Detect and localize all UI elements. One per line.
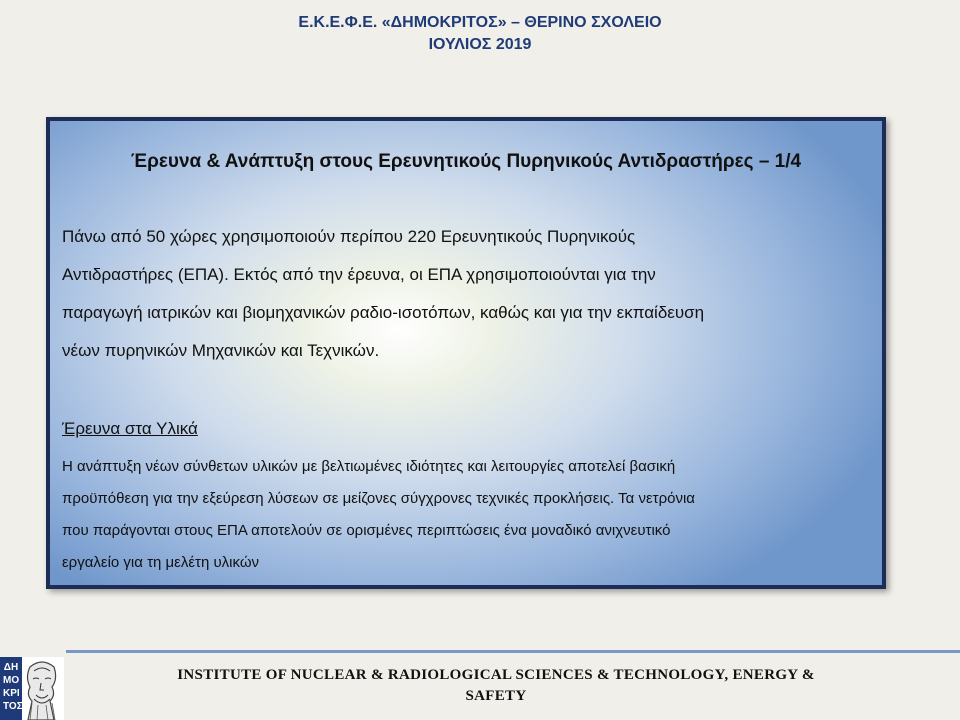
body-line: εργαλείο για τη μελέτη υλικών [62, 554, 260, 571]
bust-icon [22, 657, 64, 720]
intro-paragraph [62, 218, 872, 370]
slide-header [0, 12, 960, 56]
body-line: προϋπόθεση για την εξεύρεση λύσεων σε μείζονες σύγχρονες τεχνικές προκλήσεις. Τα νετρόνια [62, 490, 695, 507]
body-line: Η ανάπτυξη νέων σύνθετων υλικών με βελτιωμένες ιδιότητες και λειτουργίες αποτελεί βασική [62, 458, 676, 475]
footer-institute-name [66, 665, 926, 707]
slide-title: Έρευνα & Ανάπτυξη στους Ερευνητικούς Πυρηνικούς Αντιδραστήρες – 1/4 [130, 151, 802, 172]
body-line: που παράγονται στους ΕΠΑ αποτελούν σε ορισμένες περιπτώσεις ένα μοναδικό ανιχνευτικό [62, 522, 671, 539]
intro-line: Αντιδραστήρες (ΕΠΑ). Εκτός από την έρευνα, οι ΕΠΑ χρησιμοποιούνται για την [62, 265, 656, 284]
footer-line-1: INSTITUTE OF NUCLEAR & RADIOLOGICAL SCIENCES & TECHNOLOGY, ENERGY & [177, 667, 815, 683]
header-line-2: ΙΟΥΛΙΟΣ 2019 [428, 36, 532, 53]
intro-line: νέων πυρηνικών Μηχανικών και Τεχνικών. [62, 341, 380, 360]
logo-letter-group: ΚΡΙ [3, 688, 20, 699]
logo-strip [0, 657, 22, 720]
footer-divider [66, 650, 960, 653]
intro-line: Πάνω από 50 χώρες χρησιμοποιούν περίπου 220 Ερευνητικούς Πυρηνικούς [62, 227, 636, 246]
logo-letters [3, 661, 23, 713]
logo-letter-group: ΔΗ [3, 662, 19, 673]
logo-letter-group: ΤΟΣ [3, 701, 23, 712]
subheading: Έρευνα στα Υλικά [62, 419, 198, 438]
body-paragraph [62, 451, 872, 579]
logo-letter-group: ΜΟ [3, 675, 20, 686]
header-line-1: Ε.Κ.Ε.Φ.Ε. «ΔΗΜΟΚΡΙΤΟΣ» – ΘΕΡΙΝΟ ΣΧΟΛΕΙΟ [298, 14, 662, 31]
intro-line: παραγωγή ιατρικών και βιομηχανικών ραδιο-ισοτόπων, καθώς και για την εκπαίδευση [62, 303, 705, 322]
footer-line-2: SAFETY [465, 688, 527, 704]
demokritos-logo [0, 657, 64, 720]
content-panel [46, 117, 886, 589]
